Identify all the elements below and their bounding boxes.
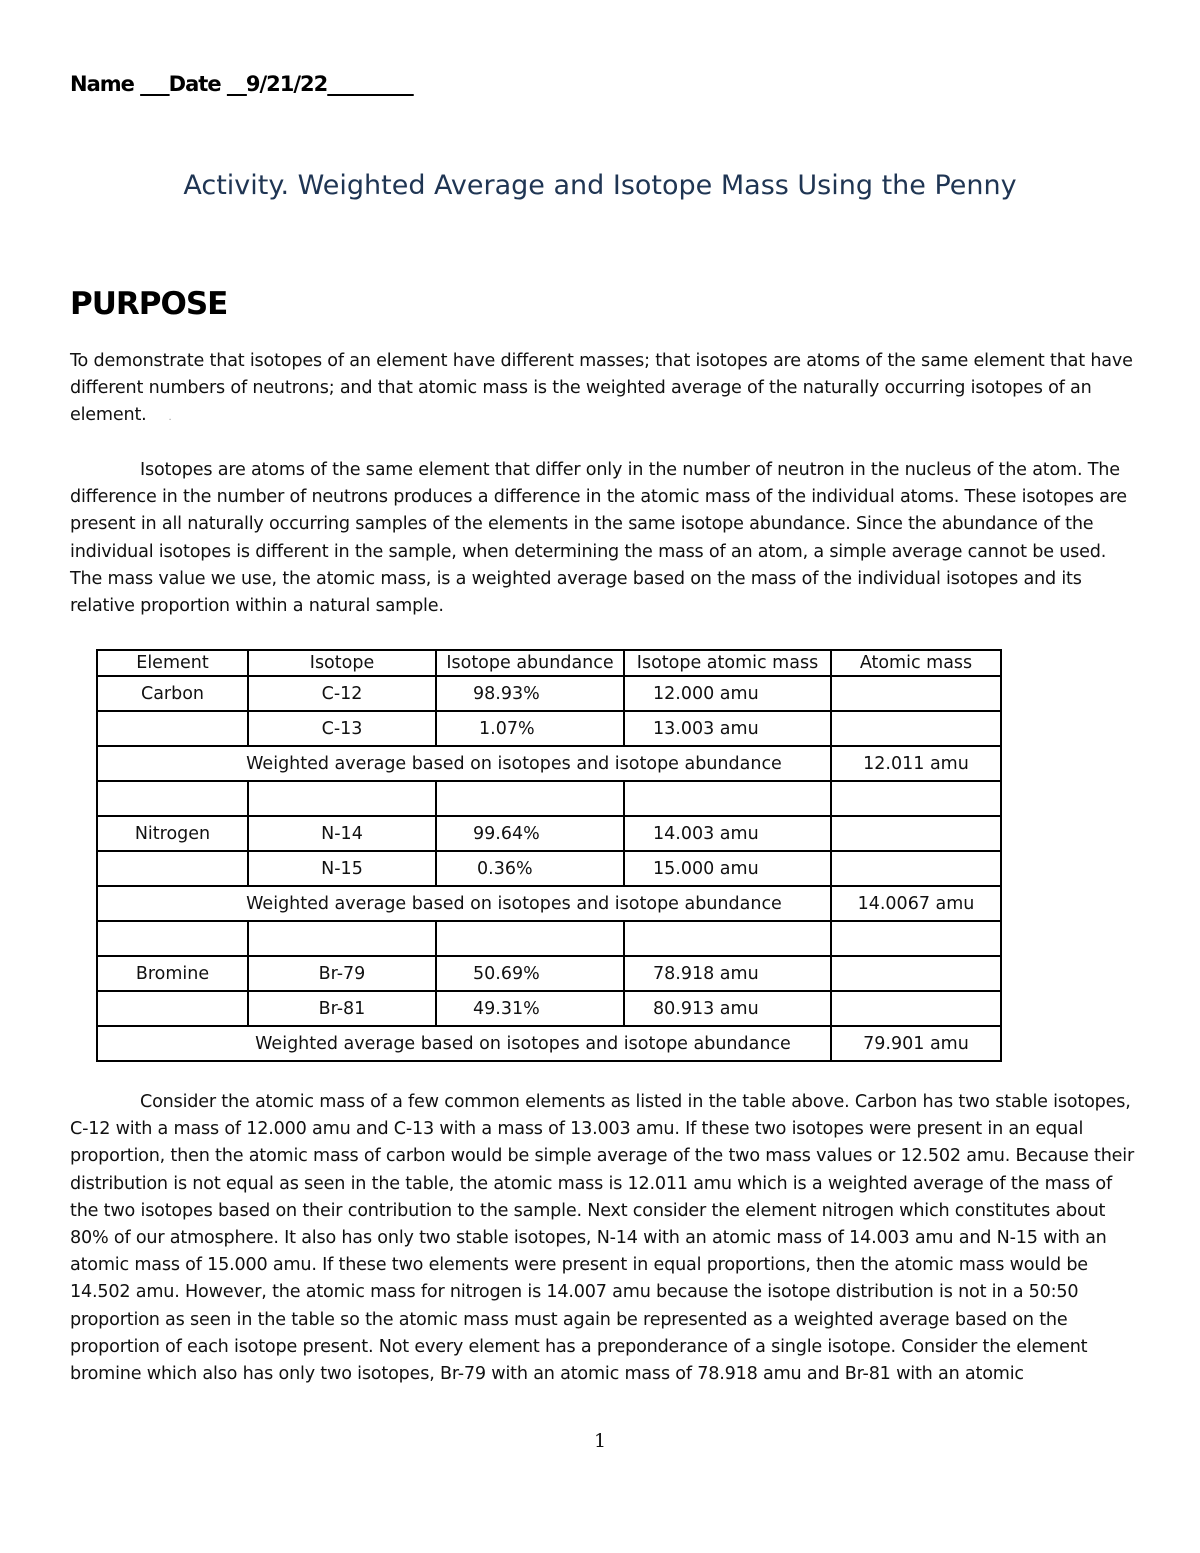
activity-title: Activity. Weighted Average and Isotope Mass Using the Penny xyxy=(183,170,1017,201)
cell-atomic-mass: 79.901 amu xyxy=(831,1026,1001,1061)
cell-isotope: N-15 xyxy=(248,851,436,886)
header-isotope-mass: Isotope atomic mass xyxy=(624,650,831,676)
blank-cell xyxy=(97,781,248,816)
header-atomic-mass: Atomic mass xyxy=(831,650,1001,676)
purpose-paragraph xyxy=(70,348,1138,432)
cell-element xyxy=(97,711,248,746)
cell-abundance: 98.93% xyxy=(436,676,624,711)
table-row xyxy=(97,851,1001,886)
weighted-average-label: Weighted average based on isotopes and isotope abundance xyxy=(97,886,831,921)
header-element: Element xyxy=(97,650,248,676)
cell-isotope: C-12 xyxy=(248,676,436,711)
intro-text: Isotopes are atoms of the same element that differ only in the number of neutron in the nucleus of the atom. The difference in the number of neutrons produces a difference in the atomic mass of the individual atoms. These isotopes are present in all naturally occurring samples of the elements in the same isotope abundance. Since the abundance of the individual isotopes is different in the sample, when determining the mass of an atom, a simple average cannot be used. The mass value we use, the atomic mass, is a weighted average based on the mass of the individual isotopes and its relative proportion within a natural sample. xyxy=(70,460,1127,617)
cell-element: Nitrogen xyxy=(97,816,248,851)
table-row-blank xyxy=(97,781,1001,816)
cell-isotope-mass: 15.000 amu xyxy=(624,851,831,886)
cell-element: Carbon xyxy=(97,676,248,711)
table-row xyxy=(97,676,1001,711)
table-row-weighted xyxy=(97,886,1001,921)
cell-atomic-mass: 14.0067 amu xyxy=(831,886,1001,921)
cell-atomic-mass xyxy=(831,991,1001,1026)
cell-isotope: C-13 xyxy=(248,711,436,746)
cell-isotope-mass: 13.003 amu xyxy=(624,711,831,746)
cell-element xyxy=(97,991,248,1026)
intro-paragraph xyxy=(70,457,1138,620)
blank-cell xyxy=(831,781,1001,816)
cell-element xyxy=(97,851,248,886)
cell-atomic-mass xyxy=(831,816,1001,851)
table-row xyxy=(97,956,1001,991)
weighted-average-label: Weighted average based on isotopes and isotope abundance xyxy=(97,746,831,781)
cell-isotope-mass: 78.918 amu xyxy=(624,956,831,991)
name-date-line: Name ___Date __9/21/22_________ xyxy=(70,72,413,96)
blank-cell xyxy=(248,921,436,956)
stray-mark: . xyxy=(168,412,172,424)
cell-atomic-mass xyxy=(831,851,1001,886)
blank-cell xyxy=(831,921,1001,956)
table-row-blank xyxy=(97,921,1001,956)
blank-cell xyxy=(436,781,624,816)
table-row xyxy=(97,991,1001,1026)
cell-element: Bromine xyxy=(97,956,248,991)
purpose-heading: PURPOSE xyxy=(70,286,228,322)
table-row-weighted xyxy=(97,746,1001,781)
blank-cell xyxy=(436,921,624,956)
blank-cell xyxy=(624,921,831,956)
blank-cell xyxy=(97,921,248,956)
cell-isotope-mass: 12.000 amu xyxy=(624,676,831,711)
table-row xyxy=(97,711,1001,746)
cell-isotope: Br-79 xyxy=(248,956,436,991)
cell-atomic-mass: 12.011 amu xyxy=(831,746,1001,781)
page-number: 1 xyxy=(593,1430,607,1452)
cell-abundance: 50.69% xyxy=(436,956,624,991)
weighted-average-label: Weighted average based on isotopes and isotope abundance xyxy=(97,1026,831,1061)
discussion-paragraph xyxy=(70,1089,1138,1388)
table-row xyxy=(97,816,1001,851)
cell-isotope: N-14 xyxy=(248,816,436,851)
cell-isotope-mass: 80.913 amu xyxy=(624,991,831,1026)
cell-atomic-mass xyxy=(831,676,1001,711)
purpose-text: To demonstrate that isotopes of an element have different masses; that isotopes are atoms of the same element that have different numbers of neutrons; and that atomic mass is the weighted average of the naturally occurring isotopes of an element. xyxy=(70,351,1133,426)
cell-isotope-mass: 14.003 amu xyxy=(624,816,831,851)
cell-atomic-mass xyxy=(831,711,1001,746)
blank-cell xyxy=(624,781,831,816)
cell-atomic-mass xyxy=(831,956,1001,991)
cell-abundance: 0.36% xyxy=(436,851,624,886)
header-isotope: Isotope xyxy=(248,650,436,676)
blank-cell xyxy=(248,781,436,816)
cell-abundance: 49.31% xyxy=(436,991,624,1026)
discussion-text: Consider the atomic mass of a few common elements as listed in the table above. Carbon has two stable isotopes, C-12 with a mass of 12.000 amu and C-13 with a mass of 13.003 amu. If these two isotopes were present in an equal proportion, then the atomic mass of carbon would be simple average of the two mass values or 12.502 amu. Because their distribution is not equal as seen in the table, the atomic mass is 12.011 amu which is a weighted average of the mass of the two isotopes based on their contribution to the sample. Next consider the element nitrogen which constitutes about 80% of our atmosphere. It also has only two stable isotopes, N-14 with an atomic mass of 14.003 amu and N-15 with an atomic mass of 15.000 amu. If these two elements were present in equal proportions, then the atomic mass would be 14.502 amu. However, the atomic mass for nitrogen is 14.007 amu because the isotope distribution is not in a 50:50 proportion as seen in the table so the atomic mass must again be represented as a weighted average based on the proportion of each isotope present. Not every element has a preponderance of a single isotope. Consider the element bromine which also has only two isotopes, Br-79 with an atomic mass of 78.918 amu and Br-81 with an atomic xyxy=(70,1092,1135,1385)
cell-abundance: 1.07% xyxy=(436,711,624,746)
cell-isotope: Br-81 xyxy=(248,991,436,1026)
cell-abundance: 99.64% xyxy=(436,816,624,851)
table-row-weighted xyxy=(97,1026,1001,1061)
table-header-row xyxy=(97,650,1001,676)
header-abundance: Isotope abundance xyxy=(436,650,624,676)
isotope-table xyxy=(96,649,1002,1062)
